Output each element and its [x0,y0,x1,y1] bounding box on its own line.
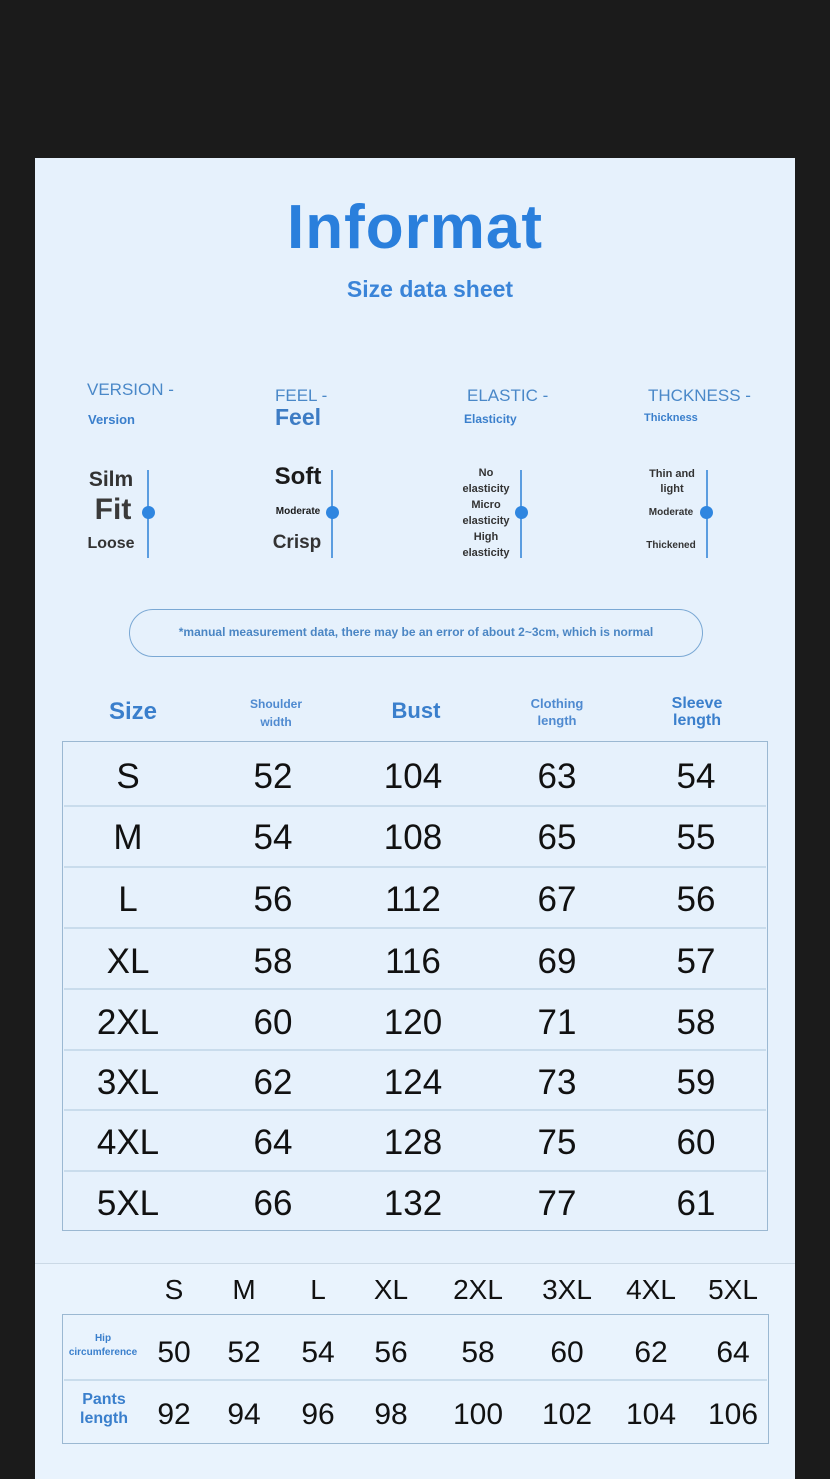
measurement-cell: 58 [253,942,293,981]
measurement-cell: 60 [676,1123,716,1162]
measurement-cell: 112 [385,880,441,919]
pants-length-cell: 100 [452,1398,504,1431]
pants-size-label: 4XL [626,1274,676,1305]
measurement-cell: 65 [537,818,577,857]
pants-length-cell: 106 [707,1398,759,1431]
measurement-cell: 64 [253,1123,293,1162]
measurement-cell: 67 [537,880,577,919]
elastic-label: ELASTIC - [467,386,549,405]
size-cell: 4XL [96,1123,160,1162]
measurement-cell: 124 [383,1063,443,1102]
row-divider [64,927,766,929]
thickness-level-2: Moderate [648,507,694,518]
hip-value-cell: 54 [301,1336,335,1369]
page-subtitle: Size data sheet [346,276,514,302]
measurement-cell: 57 [676,942,716,981]
pants-size-label: M [232,1274,256,1305]
size-cell: M [113,818,143,857]
col-header-bust: Bust [391,698,441,723]
pants-size-label: 3XL [542,1274,592,1305]
feel-sub: Feel [275,404,322,430]
size-cell: 5XL [96,1184,160,1223]
pants-size-label: L [310,1274,326,1305]
measurement-cell: 56 [676,880,716,919]
thickness-label: THCKNESS - [648,386,751,405]
row-divider [64,1049,766,1051]
pants-length-cell: 104 [625,1398,677,1431]
measurement-cell: 104 [383,757,443,796]
hip-value-cell: 64 [716,1336,750,1369]
elastic-level-3: High elasticity [462,531,510,559]
measurement-cell: 54 [253,818,293,857]
version-level-3: Loose [87,535,135,552]
measurement-cell: 58 [676,1003,716,1042]
measurement-cell: 69 [537,942,577,981]
version-scale-indicator [142,506,155,519]
measurement-cell: 55 [676,818,716,857]
feel-level-1: Soft [274,463,322,490]
col-header-shoulder: Shoulder width [249,697,302,729]
size-cell: 2XL [96,1003,160,1042]
measurement-cell: 61 [676,1184,716,1223]
hip-value-cell: 58 [461,1336,495,1369]
row-divider [64,1109,766,1111]
measurement-cell: 116 [385,942,441,981]
measurement-cell: 56 [253,880,293,919]
pants-length-cell: 92 [157,1398,191,1431]
measurement-cell: 66 [253,1184,293,1223]
row-divider [64,1379,767,1381]
page-title: Informat [287,193,543,262]
measurement-cell: 52 [253,757,293,796]
measurement-cell: 132 [383,1184,443,1223]
feel-scale-indicator [326,506,339,519]
measurement-cell: 63 [537,757,577,796]
row-divider [64,805,766,807]
pants-size-label: 2XL [453,1274,503,1305]
row-divider [64,866,766,868]
hip-value-cell: 60 [550,1336,584,1369]
col-header-clothing-length: Clothing length [530,696,584,728]
measurement-cell: 75 [537,1123,577,1162]
thickness-scale-indicator [700,506,713,519]
hip-value-cell: 52 [227,1336,261,1369]
measurement-cell: 54 [676,757,716,796]
row-label-hip: Hip circumference [68,1333,138,1358]
row-divider [64,1170,766,1172]
feel-level-3: Crisp [272,532,322,553]
pants-size-label: XL [373,1274,409,1305]
row-divider [64,988,766,990]
size-cell: 3XL [96,1063,160,1102]
feel-level-2: Moderate [275,506,321,517]
pants-size-label: S [164,1274,184,1305]
pants-length-cell: 98 [374,1398,408,1431]
version-level-1: Silm [88,468,134,491]
size-cell: XL [106,942,150,981]
hip-value-cell: 56 [374,1336,408,1369]
size-cell: L [118,880,138,919]
version-label: VERSION - [87,380,174,399]
row-label-pants-length: Pants length [80,1391,128,1427]
measurement-cell: 120 [383,1003,443,1042]
hip-value-cell: 62 [634,1336,668,1369]
feel-label: FEEL - [275,386,328,405]
measurement-cell: 62 [253,1063,293,1102]
col-header-sleeve-length: Sleeve length [671,695,723,729]
measurement-cell: 59 [676,1063,716,1102]
version-level-2: Fit [94,493,132,526]
hip-value-cell: 50 [157,1336,191,1369]
measurement-cell: 71 [537,1003,577,1042]
pants-size-label: 5XL [708,1274,758,1305]
elastic-sub: Elasticity [464,412,517,426]
elastic-scale-indicator [515,506,528,519]
pants-length-cell: 102 [541,1398,593,1431]
elastic-level-2: Micro elasticity [462,499,510,527]
measurement-cell: 108 [383,818,443,857]
elastic-level-1: No elasticity [462,467,510,495]
pants-length-cell: 94 [227,1398,261,1431]
col-header-size: Size [108,698,158,725]
measurement-cell: 128 [383,1123,443,1162]
measurement-note: *manual measurement data, there may be an error of about 2~3cm, which is normal [129,609,703,657]
thickness-level-1: Thin and light [649,468,695,495]
size-cell: S [116,757,140,796]
thickness-sub: Thickness [644,412,698,424]
measurement-cell: 73 [537,1063,577,1102]
measurement-cell: 60 [253,1003,293,1042]
thickness-level-3: Thickened [646,540,696,551]
version-sub: Version [88,412,135,427]
pants-length-cell: 96 [301,1398,335,1431]
measurement-cell: 77 [537,1184,577,1223]
